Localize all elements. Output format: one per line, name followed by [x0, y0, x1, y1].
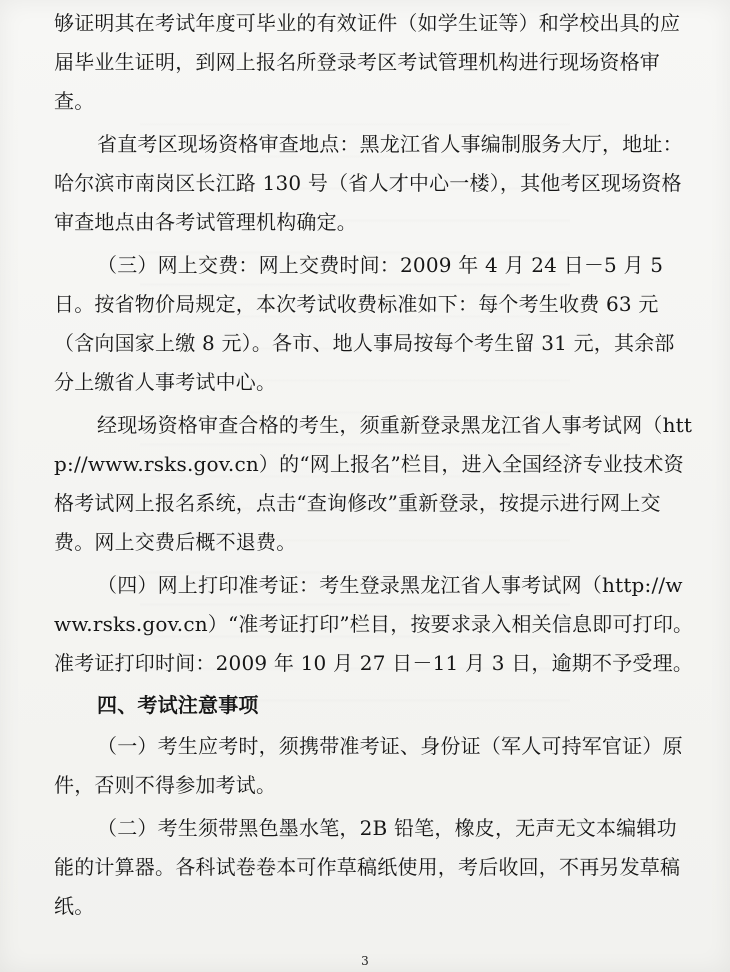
note-1: （一）考生应考时，须携带准考证、身份证（军人可持军官证）原件，否则不得参加考试。	[54, 734, 683, 797]
paragraph-4: 经现场资格审查合格的考生，须重新登录黑龙江省人事考试网（http://www.rsks.gov.cn）的“网上报名”栏目，进入全国经济专业技术资格考试网上报名系统，点击“查询修改”重新登录，按提示进行网上交费。网上交费后概不退费。	[54, 413, 693, 554]
page-number: 3	[361, 954, 369, 968]
section-heading: 四、考试注意事项	[97, 693, 259, 717]
paragraph-1: 够证明其在考试年度可毕业的有效证件（如学生证等）和学校出具的应届毕业生证明，到网上报名所登录考区考试管理机构进行现场资格审查。	[54, 11, 681, 113]
document-body	[54, 0, 694, 926]
paragraph-3: （三）网上交费：网上交费时间：2009 年 4 月 24 日－5 月 5 日。按省物价局规定，本次考试收费标准如下：每个考生收费 63 元（含向国家上缴 8 元）。各市、地人事局按每个考生留 31 元，其余部分上缴省人事考试中心。	[54, 253, 675, 394]
note-2: （二）考生须带黑色墨水笔，2B 铅笔，橡皮，无声无文本编辑功能的计算器。各科试卷卷本可作草稿纸使用，考后收回，不再另发草稿纸。	[54, 816, 681, 918]
paragraph-2: 省直考区现场资格审查地点：黑龙江省人事编制服务大厅，地址：哈尔滨市南岗区长江路 130 号（省人才中心一楼），其他考区现场资格审查地点由各考试管理机构确定。	[54, 132, 683, 234]
paragraph-5: （四）网上打印准考证：考生登录黑龙江省人事考试网（http://www.rsks.gov.cn）“准考证打印”栏目，按要求录入相关信息即可打印。准考证打印时间：2009 年 10 月 27 日－11 月 3 日，逾期不予受理。	[54, 573, 694, 675]
